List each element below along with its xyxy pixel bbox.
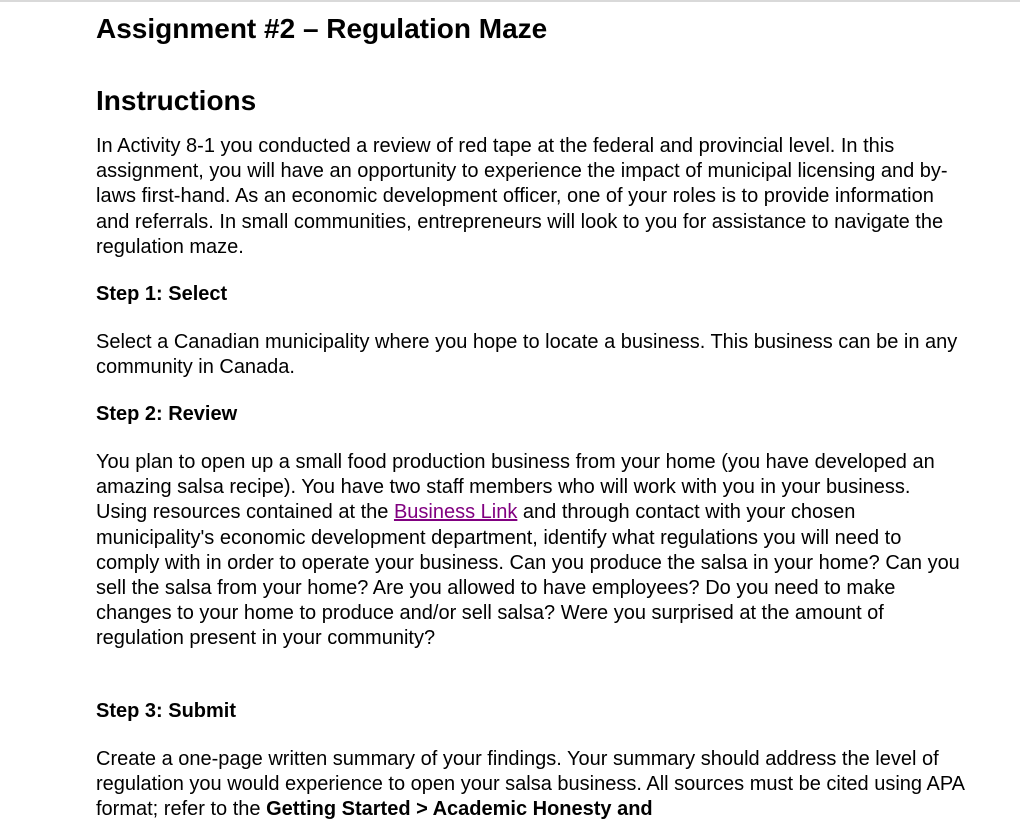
step2-paragraph xyxy=(96,450,966,652)
step3-bold-reference: Getting Started > Academic Honesty and xyxy=(266,798,653,821)
instructions-heading: Instructions xyxy=(96,85,257,116)
step1-paragraph: Select a Canadian municipality where you hope to locate a business. This business can be in any community in Canada. xyxy=(96,331,958,379)
step3-text: Create a one-page written summary of your findings. Your summary should address the level of regulation you would experience to open your salsa business. All sources must be cited using APA format; refer to the xyxy=(96,748,964,821)
step3-paragraph xyxy=(96,747,966,823)
business-link[interactable]: Business Link xyxy=(393,501,518,524)
top-border xyxy=(0,0,1020,2)
step2-heading: Step 2: Review xyxy=(96,403,238,425)
step3-heading: Step 3: Submit xyxy=(96,700,237,722)
step2-text-after-link: and through contact with your chosen municipality's economic development department, identify what regulations you will need to comply with in order to operate your business. Can you produce the salsa in your home? Can you sell the salsa from your home? Are you allowed to have employees? Do you need to make changes to your home to produce and/or sell salsa? Were you surprised at the amount of regulation present in your community? xyxy=(96,501,960,650)
document-title: Assignment #2 – Regulation Maze xyxy=(96,13,548,44)
step1-heading: Step 1: Select xyxy=(96,283,228,305)
step2-text-before-link: You plan to open up a small food production business from your home (you have developed an amazing salsa recipe). You have two staff members who will work with you in your business. Using resources contained at the xyxy=(96,451,935,524)
intro-paragraph: In Activity 8-1 you conducted a review of red tape at the federal and provincial level. In this assignment, you will have an opportunity to experience the impact of municipal licensing and by-laws first-hand. As an economic development officer, one of your roles is to provide information and referrals. In small communities, entrepreneurs will look to you for assistance to navigate the regulation maze. xyxy=(96,135,948,258)
